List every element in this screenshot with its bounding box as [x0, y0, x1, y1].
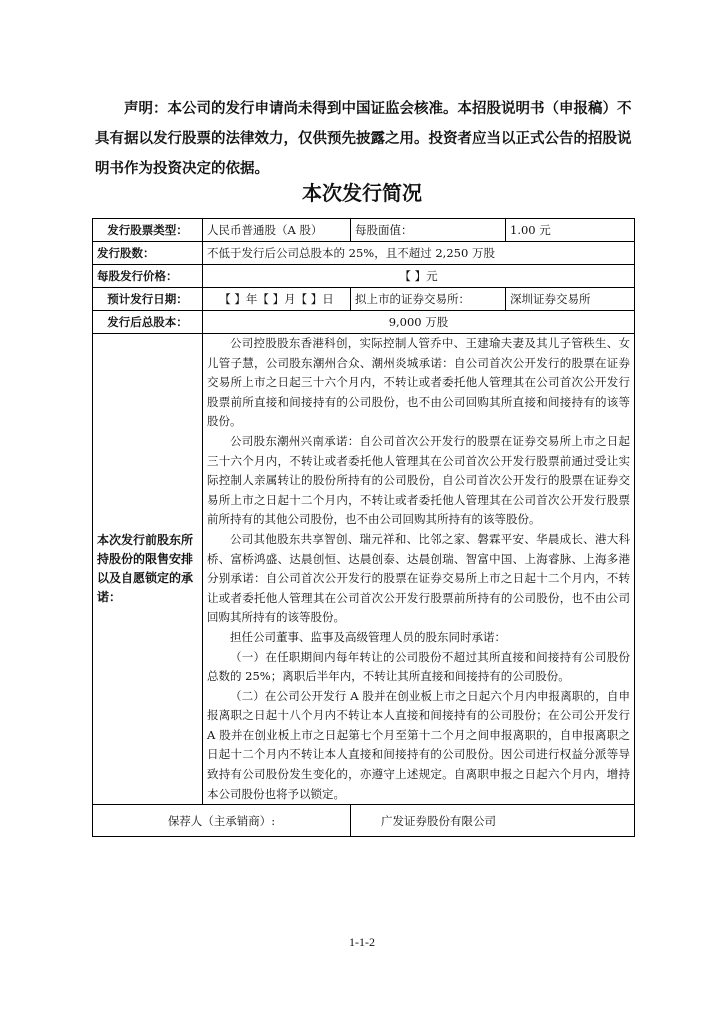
commitment-paragraph: 公司控股股东香港科创，实际控制人管乔中、王建瑜夫妻及其儿子管秩生、女儿管子慧，公司股东潮州合众、潮州炎城承诺：自公司首次公开发行的股票在证券交易所上市之日起三十六个月内，不转让或者委托他人管理其在公司首次公开发行股票前所直接和间接持有的公司股份，也不由公司回购其所直接和间接持有的该等股份。: [207, 336, 630, 429]
commitment-paragraph: （一）在任职期间内每年转让的公司股份不超过其所直接和间接持有公司股份总数的 25%；离职后半年内，不转让其所直接和间接持有的公司股份。: [207, 649, 630, 684]
value-share-type: 人民币普通股（A 股）: [203, 219, 351, 242]
row-share-count: [93, 242, 635, 265]
label-lockup-commitments: 本次发行前股东所持股份的限售安排以及自愿锁定的承诺：: [93, 334, 203, 805]
value-exchange: 深圳证券交易所: [506, 288, 635, 311]
commitment-paragraph: （二）在公司公开发行 A 股并在创业板上市之日起六个月内申报离职的，自申报离职之日起十八个月内不转让本人直接和间接持有的公司股份；在公司公开发行 A 股并在创业板上市之日起第七个月至第十二个月之间申报离职的，自申报离职之日起十二个月内不转让本人直接和间接持有的公司股份。因公司进行权益分派等导致持有公司股份发生变化的，亦遵守上述规定。自离职申报之日起六个月内，增持本公司股份也将予以锁定。: [207, 688, 630, 801]
disclaimer-statement: 声明：本公司的发行申请尚未得到中国证监会核准。本招股说明书（申报稿）不具有据以发行股票的法律效力，仅供预先披露之用。投资者应当以正式公告的招股说明书作为投资决定的依据。: [95, 101, 632, 177]
value-issue-price: 【 】元: [203, 265, 635, 288]
commitment-paragraph: 担任公司董事、监事及高级管理人员的股东同时承诺：: [230, 629, 506, 644]
row-sponsor: [93, 805, 635, 837]
issuance-summary-table: [92, 218, 635, 837]
label-total-shares: 发行后总股本：: [93, 311, 203, 334]
label-issue-date: 预计发行日期：: [93, 288, 203, 311]
label-share-count: 发行股数：: [93, 242, 203, 265]
row-lockup-commitments: [93, 334, 635, 805]
lockup-commitments-text: [203, 334, 635, 805]
page-title: 本次发行简况: [302, 181, 422, 205]
label-par-value: 每股面值：: [351, 219, 506, 242]
value-sponsor: 广发证券股份有限公司: [351, 805, 635, 837]
row-total-shares: [93, 311, 635, 334]
label-sponsor: 保荐人（主承销商）:: [93, 805, 351, 837]
label-exchange: 拟上市的证券交易所：: [351, 288, 506, 311]
row-share-type: [93, 219, 635, 242]
value-issue-date: 【 】年【 】月【 】日: [203, 288, 351, 311]
commitment-paragraph: 公司股东潮州兴南承诺：自公司首次公开发行的股票在证券交易所上市之日起三十六个月内，不转让或者委托他人管理其在公司首次公开发行股票前通过受让实际控制人亲属转让的股份所持有的公司股份，自公司首次公开发行的股票在证券交易所上市之日起十二个月内，不转让或者委托他人管理其在公司首次公开发行股票前所持有的其他公司股份，也不由公司回购其所持有的该等股份。: [207, 433, 630, 527]
row-issue-date: [93, 288, 635, 311]
label-issue-price: 每股发行价格：: [93, 265, 203, 288]
value-par-value: 1.00 元: [506, 219, 635, 242]
commitment-paragraph: 公司其他股东共享智创、瑞元祥和、比邻之家、磐霖平安、华晨成长、港大科桥、富桥鸿盛、达晨创恒、达晨创泰、达晨创瑞、智富中国、上海睿脉、上海多港分别承诺：自公司首次公开发行的股票在证券交易所上市之日起十二个月内，不转让或者委托他人管理其在公司首次公开发行股票前所持有的公司股份，也不由公司回购其所持有的该等股份。: [207, 531, 630, 625]
value-total-shares: 9,000 万股: [203, 311, 635, 334]
page-number: 1-1-2: [349, 935, 375, 949]
row-issue-price: [93, 265, 635, 288]
label-share-type: 发行股票类型：: [93, 219, 203, 242]
value-share-count: 不低于发行后公司总股本的 25%，且不超过 2,250 万股: [203, 242, 635, 265]
